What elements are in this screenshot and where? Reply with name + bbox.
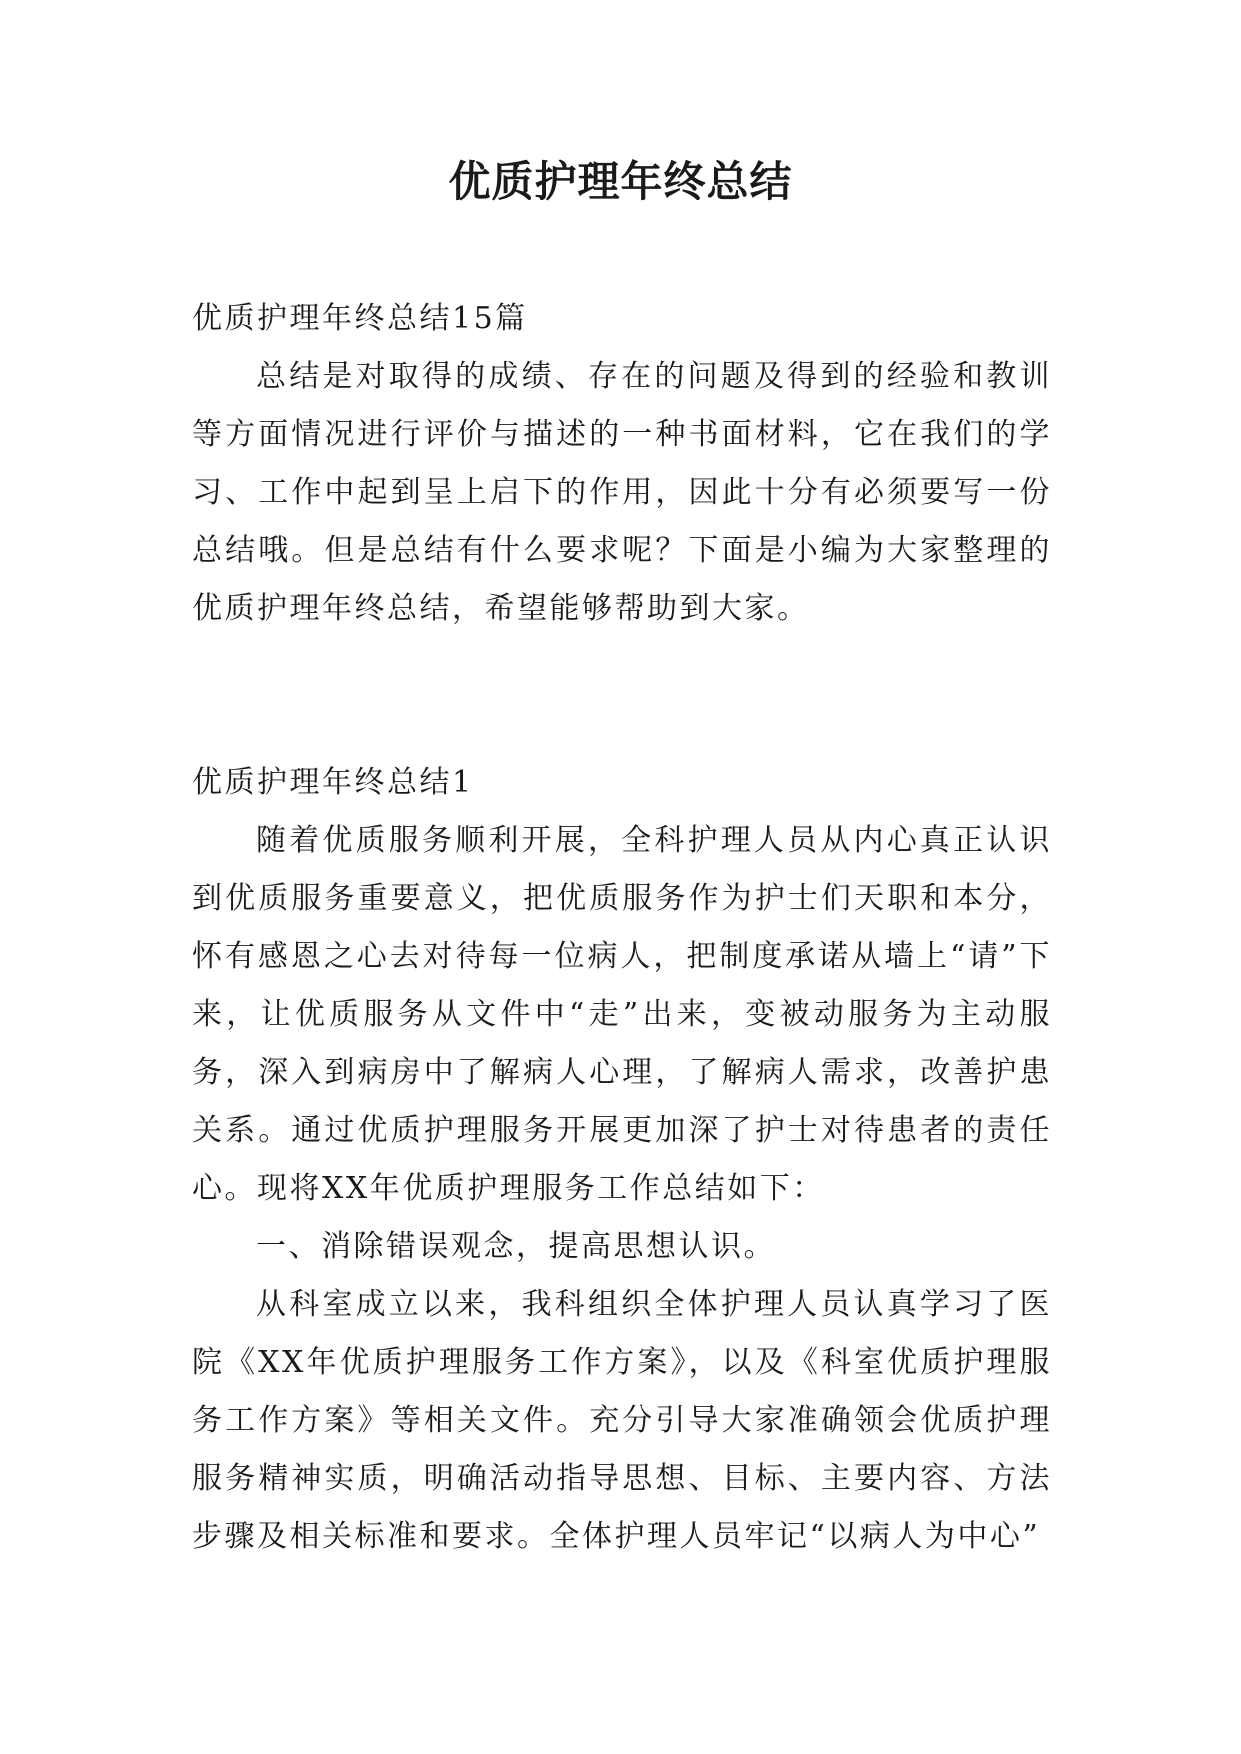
document-subtitle: 优质护理年终总结15篇 [192, 301, 528, 336]
section-spacer [192, 638, 1052, 754]
section-heading: 优质护理年终总结1 [192, 765, 474, 800]
intro-paragraph: 总结是对取得的成绩、存在的问题及得到的经验和教训等方面情况进行评价与描述的一种书面材料，它在我们的学习、工作中起到呈上启下的作用，因此十分有必须要写一份总结哦。但是总结有什么要求呢？下面是小编为大家整理的优质护理年终总结，希望能够帮助到大家。 [192, 359, 1052, 626]
document-title: 优质护理年终总结 [448, 157, 793, 206]
body-paragraph: 从科室成立以来，我科组织全体护理人员认真学习了医院《XX年优质护理服务工作方案》，以及《科室优质护理服务工作方案》等相关文件。充分引导大家准确领会优质护理服务精神实质，明确活动指导思想、目标、主要内容、方法步骤及相关标准和要求。全体护理人员牢记“以病人为中心” [192, 1287, 1052, 1554]
list-item: 一、消除错误观念，提高思想认识。 [256, 1229, 776, 1264]
body-paragraph: 随着优质服务顺利开展，全科护理人员从内心真正认识到优质服务重要意义，把优质服务作为护士们天职和本分，怀有感恩之心去对待每一位病人，把制度承诺从墙上“请”下来，让优质服务从文件中“走”出来，变被动服务为主动服务，深入到病房中了解病人心理，了解病人需求，改善护患关系。通过优质护理服务开展更加深了护士对待患者的责任心。现将XX年优质护理服务工作总结如下： [192, 823, 1052, 1206]
document-body [192, 290, 1052, 1566]
